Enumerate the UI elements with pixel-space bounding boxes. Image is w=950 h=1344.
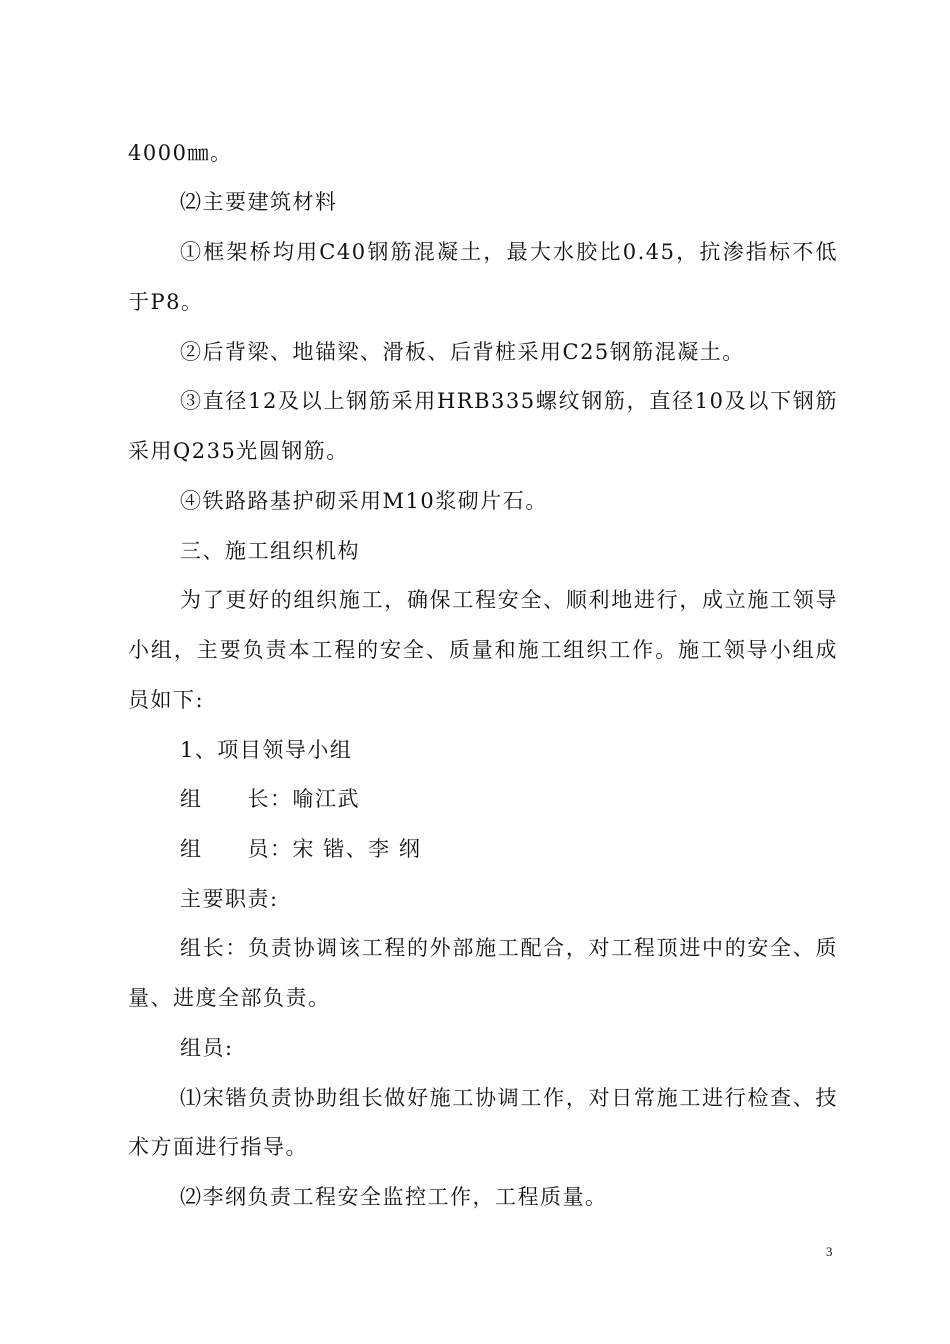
text-line-11: 小组，主要负责本工程的安全、质量和施工组织工作。施工领导小组成 bbox=[128, 638, 838, 662]
text-line-5: ②后背梁、地锚梁、滑板、后背桩采用C25钢筋混凝土。 bbox=[180, 340, 745, 364]
text-line-7: 采用Q235光圆钢筋。 bbox=[128, 439, 349, 463]
group-members-line: 组 员：宋 锴、李 纲 bbox=[180, 837, 422, 861]
text-line-8: ④铁路路基护砌采用M10浆砌片石。 bbox=[180, 489, 548, 513]
text-line-1: 4000㎜。 bbox=[128, 141, 233, 165]
text-line-22: ⑵李纲负责工程安全监控工作，工程质量。 bbox=[180, 1185, 608, 1209]
text-line-18: 量、进度全部负责。 bbox=[128, 986, 331, 1010]
section-heading-materials: ⑵主要建筑材料 bbox=[180, 190, 338, 214]
subheading-leadership-group: 1、项目领导小组 bbox=[180, 738, 353, 762]
text-line-4: 于P8。 bbox=[128, 290, 204, 314]
text-line-3: ①框架桥均用C40钢筋混凝土，最大水胶比0.45，抗渗指标不低 bbox=[180, 240, 838, 264]
text-line-12: 员如下: bbox=[128, 688, 205, 712]
text-line-21: 术方面进行指导。 bbox=[128, 1135, 308, 1159]
members-heading: 组员: bbox=[180, 1036, 234, 1060]
text-line-10: 为了更好的组织施工，确保工程安全、顺利地进行，成立施工领导 bbox=[180, 588, 838, 612]
section-heading-organization: 三、施工组织机构 bbox=[180, 539, 360, 563]
text-line-6: ③直径12及以上钢筋采用HRB335螺纹钢筋，直径10及以下钢筋 bbox=[180, 389, 838, 413]
text-line-17: 组长：负责协调该工程的外部施工配合，对工程顶进中的安全、质 bbox=[180, 936, 838, 960]
text-line-20: ⑴宋锴负责协助组长做好施工协调工作，对日常施工进行检查、技 bbox=[180, 1086, 838, 1110]
responsibilities-heading: 主要职责: bbox=[180, 887, 279, 911]
group-leader-line: 组 长：喻江武 bbox=[180, 787, 360, 811]
page-number: 3 bbox=[826, 1244, 833, 1259]
